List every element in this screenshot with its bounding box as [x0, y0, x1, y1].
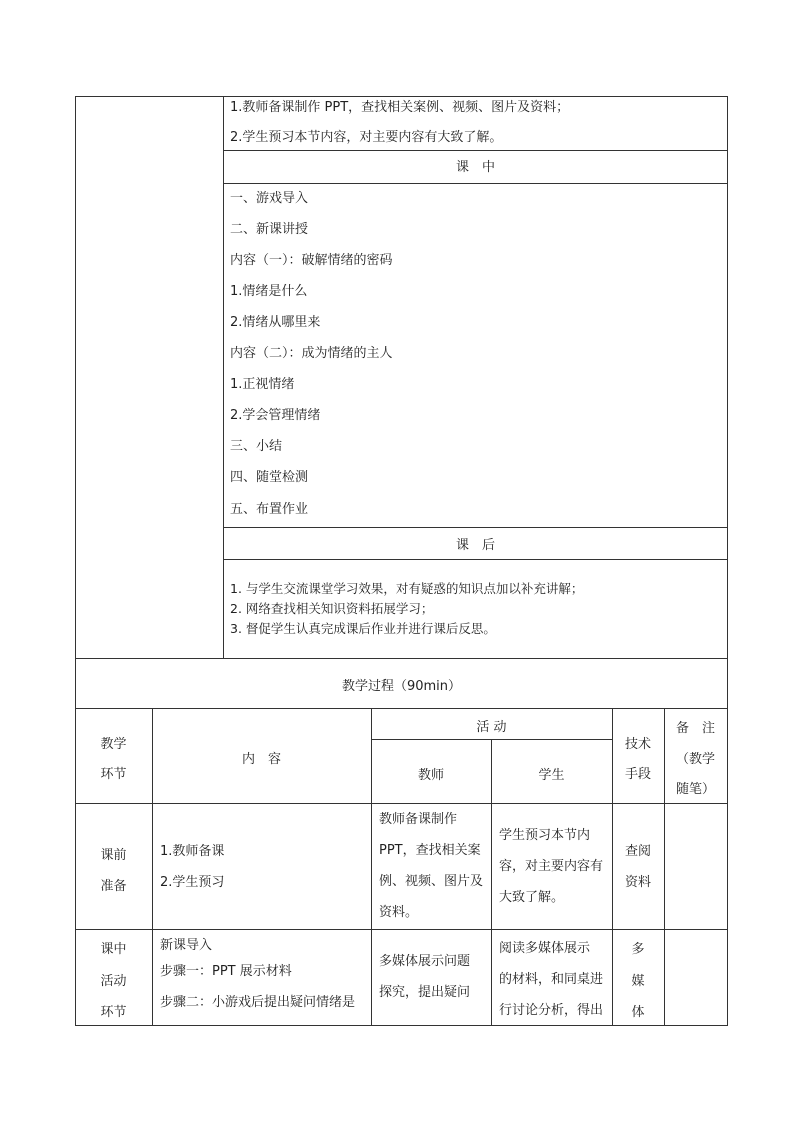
- header-note-line2: （教学: [675, 752, 715, 767]
- list-item: 3. 督促学生认真完成课后作业并进行课后反思。: [230, 621, 496, 636]
- header-note-line3: 随笔）: [675, 782, 715, 797]
- row1-teacher-line3: 例、视频、图片及: [379, 874, 484, 889]
- header-activity: 活 动: [476, 720, 507, 735]
- process-title: 教学过程（90min）: [341, 679, 462, 694]
- row1-teacher-line2: PPT，查找相关案: [379, 843, 481, 858]
- header-note-line1: 备 注: [675, 721, 715, 736]
- row2-tech-line3: 体: [631, 1005, 645, 1020]
- row1-student-line3: 大致了解。: [499, 890, 565, 905]
- row2-student-line2: 的材料，和同桌进: [499, 972, 604, 987]
- row2-content-line3: 步骤二：小游戏后提出疑问情绪是: [160, 995, 356, 1010]
- list-item: 1.正视情绪: [230, 377, 295, 392]
- list-item: 四、随堂检测: [230, 470, 309, 485]
- list-item: 内容（二）：成为情绪的主人: [230, 346, 393, 361]
- row1-tech-line1: 查阅: [624, 844, 651, 859]
- row1-teacher-line1: 教师备课制作: [379, 812, 458, 827]
- list-item: 1.情绪是什么: [230, 284, 308, 299]
- row2-content-line2: 步骤一：PPT 展示材料: [160, 964, 292, 979]
- header-stage-line1: 教学: [100, 737, 127, 752]
- row2-tech-line2: 媒: [631, 974, 645, 989]
- list-item: 1. 与学生交流课堂学习效果，对有疑惑的知识点加以补充讲解；: [230, 581, 584, 596]
- row1-content-line2: 2.学生预习: [160, 875, 225, 890]
- header-stage-line2: 环节: [100, 767, 127, 782]
- row2-stage-line3: 环节: [100, 1005, 127, 1020]
- row2-teacher-line2: 探究，提出疑问: [379, 985, 471, 1000]
- row2-tech-line1: 多: [631, 942, 645, 957]
- header-tech-line2: 手段: [624, 767, 651, 782]
- row1-student-line2: 容，对主要内容有: [499, 859, 604, 874]
- list-item: 内容（一）：破解情绪的密码: [230, 253, 393, 268]
- list-item: 2. 网络查找相关知识资料拓展学习；: [230, 601, 434, 616]
- after-class-header: 课 后: [455, 538, 495, 553]
- row2-stage-line2: 活动: [100, 974, 127, 989]
- row1-content-line1: 1.教师备课: [160, 844, 225, 859]
- in-class-header: 课 中: [455, 160, 495, 175]
- row2-teacher-line1: 多媒体展示问题: [379, 954, 471, 969]
- row2-student-line1: 阅读多媒体展示: [499, 941, 591, 956]
- list-item: 2.学会管理情绪: [230, 408, 321, 423]
- list-item: 一、游戏导入: [230, 191, 309, 206]
- row2-student-line3: 行讨论分析，得出: [499, 1003, 604, 1018]
- prep-line-2: 2.学生预习本节内容，对主要内容有大致了解。: [230, 130, 503, 145]
- list-item: 2.情绪从哪里来: [230, 315, 321, 330]
- list-item: 二、新课讲授: [230, 222, 309, 237]
- row2-content-line1: 新课导入: [160, 938, 213, 953]
- row1-student-line1: 学生预习本节内: [499, 828, 591, 843]
- row1-teacher-line4: 资料。: [379, 905, 419, 920]
- row1-stage-line2: 准备: [100, 879, 127, 894]
- row1-stage-line1: 课前: [100, 848, 127, 863]
- header-content: 内 容: [241, 752, 281, 767]
- header-student: 学生: [538, 768, 565, 783]
- list-item: 三、小结: [230, 439, 283, 454]
- prep-line-1: 1.教师备课制作 PPT，查找相关案例、视频、图片及资料；: [230, 100, 570, 115]
- row2-stage-line1: 课中: [100, 942, 127, 957]
- header-tech-line1: 技术: [624, 737, 651, 752]
- row1-tech-line2: 资料: [624, 875, 651, 890]
- list-item: 五、布置作业: [230, 502, 309, 517]
- header-teacher: 教师: [417, 768, 444, 783]
